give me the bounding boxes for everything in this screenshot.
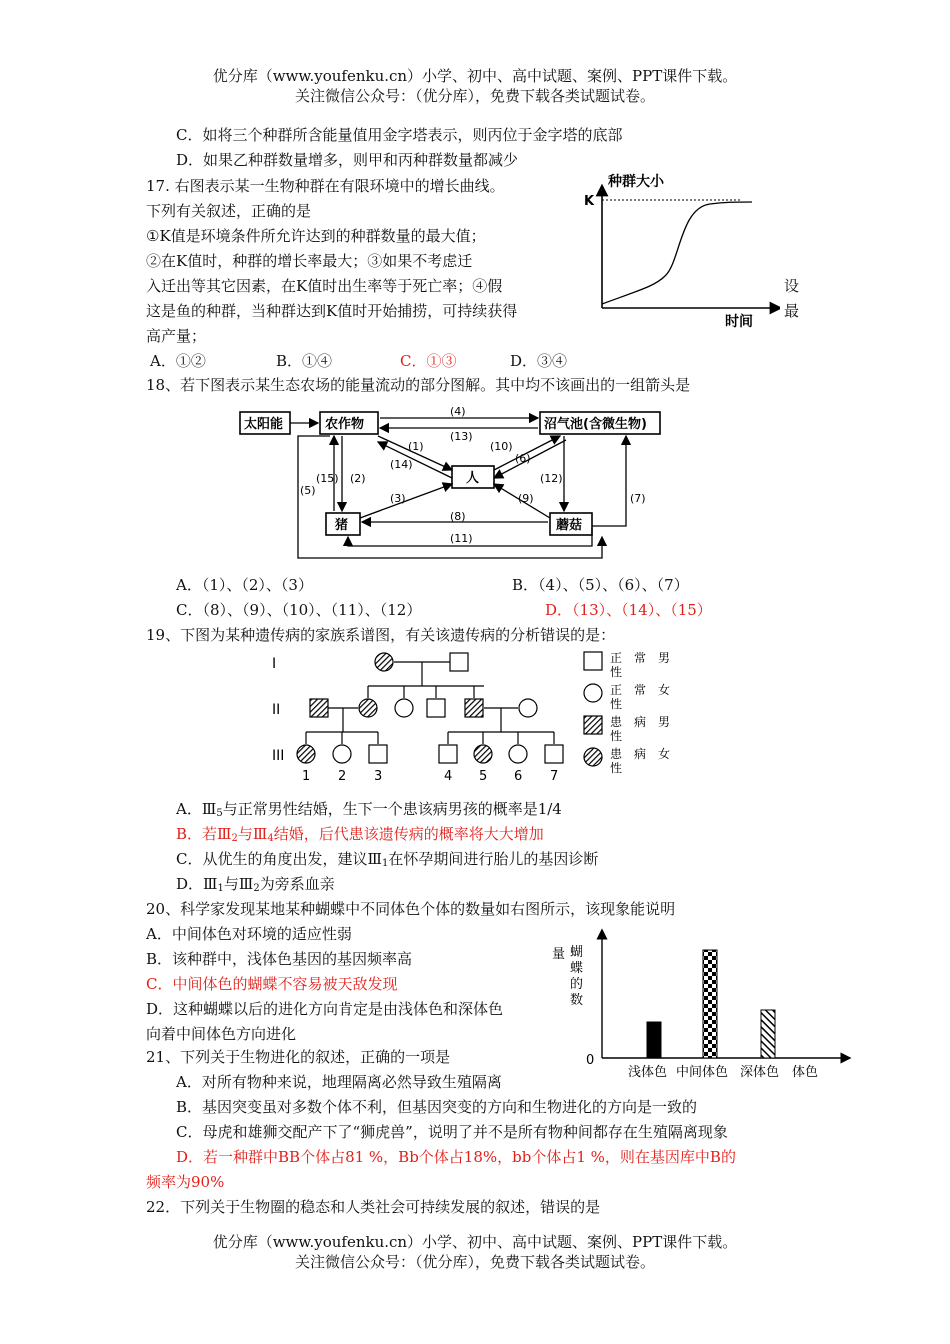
q17-side-char-1: 设	[784, 277, 800, 295]
pedigree-III-4	[439, 745, 457, 763]
footer-line-1: 优分库（www.youfenku.cn）小学、初中、高中试题、案例、PPT课件下载。	[212, 1233, 738, 1251]
gen-label-2: II	[272, 702, 281, 718]
bar-3	[761, 1010, 775, 1058]
q17-line-1: 17. 右图表示某一生物种群在有限环境中的增长曲线。	[146, 177, 505, 195]
label-2: (2)	[350, 472, 366, 485]
pedigree-II-1	[310, 699, 328, 717]
q17-option-b: B．①④	[276, 352, 333, 370]
bar-2	[703, 950, 717, 1058]
pedigree-I-2	[450, 653, 468, 671]
num-3: 3	[374, 769, 383, 784]
q17-line-2: 下列有关叙述，正确的是	[146, 202, 312, 220]
q19-option-a: A．$Ⅲ_5$与正常男性结婚，生下一个患该病男孩的概率是1/4	[176, 800, 562, 819]
legend-3-line-1: 患 病 男	[610, 715, 671, 729]
category-label-2: 中间体色	[676, 1065, 729, 1080]
pedigree-III-6	[509, 745, 527, 763]
x-axis-label: 时间	[725, 314, 753, 330]
q20-option-d-line-2: 向着中间体色方向进化	[146, 1025, 297, 1043]
q22-stem: 22．下列关于生物圈的稳态和人类社会可持续发展的叙述，错误的是	[146, 1198, 601, 1216]
q17-option-d: D．③④	[510, 352, 568, 370]
legend-2-line-2: 性	[610, 697, 623, 711]
q19-stem: 19、下图为某种遗传病的家族系谱图，有关该遗传病的分析错误的是：	[146, 626, 616, 644]
legend-affected-male-icon	[584, 716, 602, 734]
num-2: 2	[338, 769, 347, 784]
k-label: K	[584, 194, 595, 209]
q17-line-3: ①K值是环境条件所允许达到的种群数量的最大值；	[146, 227, 486, 245]
chart-origin-label: 0	[586, 1053, 595, 1068]
q18-option-c: C．（8）、（9）、（10）、（11）、（12）	[176, 601, 422, 619]
category-label-3: 深体色	[740, 1065, 780, 1080]
label-13: (13)	[450, 430, 473, 443]
q21-option-d-line-1: D．若一种群中BB个体占81 %，Bb个体占18%，bb个体占1 %，则在基因库中B的	[176, 1148, 736, 1166]
butterfly-bar-chart	[548, 928, 858, 1088]
label-8: (8)	[450, 510, 466, 523]
node-human-label: 人	[466, 471, 480, 486]
legend-1-line-1: 正 常 男	[610, 651, 671, 665]
q21-option-c: C．母虎和雄狮交配产下了“狮虎兽”，说明了并不是所有物种间都存在生殖隔离现象	[176, 1123, 728, 1141]
q20-option-b: B．该种群中，浅体色基因的基因频率高	[146, 950, 413, 968]
pedigree-chart	[268, 646, 568, 786]
chart-ylabel-side: 量	[552, 947, 566, 962]
growth-curve-chart	[580, 168, 780, 330]
gen-label-3: III	[272, 748, 285, 764]
bar-1	[647, 1022, 661, 1058]
q17-option-c: C．①③	[400, 352, 457, 370]
q21-option-d-line-2: 频率为90%	[146, 1173, 225, 1191]
pedigree-II-6	[519, 699, 537, 717]
chart-xlabel-tail: 体色	[792, 1065, 819, 1080]
q18-option-a: A．（1）、（2）、（3）	[176, 576, 313, 594]
legend-4-line-1: 患 病 女	[610, 747, 671, 761]
label-9: (9)	[518, 492, 534, 505]
chart-ylabel-char-1: 蝴	[570, 945, 584, 960]
legend-1-line-2: 性	[610, 665, 623, 679]
legend-normal-male-icon	[584, 652, 602, 670]
q18-option-b: B．（4）、（5）、（6）、（7）	[512, 576, 689, 594]
label-11: (11)	[450, 532, 473, 545]
pedigree-II-4	[427, 699, 445, 717]
chart-ylabel-char-3: 的	[570, 977, 584, 992]
q20-option-a: A．中间体色对环境的适应性弱	[146, 925, 352, 943]
label-12: (12)	[540, 472, 563, 485]
legend-affected-female-icon	[584, 748, 602, 766]
q19-option-d: D．$Ⅲ_1$与$Ⅲ_2$为旁系血亲	[176, 875, 335, 894]
node-sun-label: 太阳能	[244, 417, 284, 432]
header-line-2: 关注微信公众号：（优分库），免费下载各类试题试卷。	[294, 87, 655, 105]
q17-side-char-2: 最	[784, 302, 800, 320]
label-14: (14)	[390, 458, 413, 471]
legend-3-line-2: 性	[610, 729, 623, 743]
growth-curve	[602, 202, 752, 304]
footer-line-2: 关注微信公众号：（优分库），免费下载各类试题试卷。	[294, 1253, 655, 1271]
num-6: 6	[514, 769, 523, 784]
q19-option-c: C．从优生的角度出发，建议$Ⅲ_1$在怀孕期间进行胎儿的基因诊断	[176, 850, 599, 869]
chart-ylabel-char-4: 数	[570, 993, 584, 1008]
q18-option-d: D．（13）、（14）、（15）	[545, 601, 712, 619]
label-10: (10)	[490, 440, 513, 453]
q20-option-c: C．中间体色的蝴蝶不容易被天敌发现	[146, 975, 398, 993]
pedigree-legend	[580, 648, 700, 778]
y-axis-label: 种群大小	[608, 174, 664, 190]
legend-4-line-2: 性	[610, 761, 623, 775]
q16-option-c: C．如将三个种群所含能量值用金字塔表示，则丙位于金字塔的底部	[176, 126, 623, 144]
arrow-7	[592, 436, 626, 526]
pedigree-II-3	[395, 699, 413, 717]
q17-line-6: 这是鱼的种群，当种群达到K值时开始捕捞，可持续获得	[146, 302, 518, 320]
q19-option-b: B．若$Ⅲ_2$与$Ⅲ_4$结婚，后代患该遗传病的概率将大大增加	[176, 825, 544, 844]
node-crop-label: 农作物	[325, 417, 365, 432]
pedigree-III-5	[474, 745, 492, 763]
q20-stem: 20、科学家发现某地某种蝴蝶中不同体色个体的数量如右图所示，该现象能说明	[146, 900, 676, 918]
gen-label-1: I	[272, 656, 277, 672]
legend-normal-female-icon	[584, 684, 602, 702]
label-15: (15)	[316, 472, 339, 485]
q17-line-4: ②在K值时，种群的增长率最大；③如果不考虑迁	[146, 252, 473, 270]
q17-option-a: A．①②	[150, 352, 206, 370]
arrow-3	[360, 484, 452, 518]
num-5: 5	[479, 769, 488, 784]
label-7: (7)	[630, 492, 646, 505]
node-mushroom-label: 蘑菇	[556, 518, 583, 533]
num-4: 4	[444, 769, 453, 784]
label-1: (1)	[408, 440, 424, 453]
q20-option-d-line-1: D．这种蝴蝶以后的进化方向肯定是由浅体色和深体色	[146, 1000, 504, 1018]
energy-flow-diagram	[230, 400, 700, 565]
label-4: (4)	[450, 405, 466, 418]
pedigree-III-2	[333, 745, 351, 763]
label-3: (3)	[390, 492, 406, 505]
pedigree-III-7	[545, 745, 563, 763]
q21-stem: 21、下列关于生物进化的叙述，正确的一项是	[146, 1048, 451, 1066]
q18-stem: 18、若下图表示某生态农场的能量流动的部分图解。其中均不该画出的一组箭头是	[146, 376, 691, 394]
category-label-1: 浅体色	[628, 1065, 668, 1080]
label-6: (6)	[515, 452, 531, 465]
q21-option-b: B．基因突变虽对多数个体不利，但基因突变的方向和生物进化的方向是一致的	[176, 1098, 698, 1116]
num-1: 1	[302, 769, 311, 784]
node-biogas-label: 沼气池(含微生物)	[544, 417, 647, 432]
pedigree-II-5	[465, 699, 483, 717]
q21-option-a: A．对所有物种来说，地理隔离必然导致生殖隔离	[176, 1073, 502, 1091]
q17-line-5: 入迁出等其它因素，在K值时出生率等于死亡率；④假	[146, 277, 503, 295]
pedigree-III-1	[297, 745, 315, 763]
pedigree-II-2	[359, 699, 377, 717]
pedigree-III-3	[369, 745, 387, 763]
pedigree-I-1	[375, 653, 393, 671]
q17-line-7: 高产量；	[146, 327, 207, 345]
q16-option-d: D．如果乙种群数量增多，则甲和丙种群数量都减少	[176, 151, 519, 169]
num-7: 7	[550, 769, 559, 784]
chart-ylabel-char-2: 蝶	[570, 961, 584, 976]
legend-2-line-1: 正 常 女	[610, 683, 671, 697]
label-5: (5)	[300, 484, 316, 497]
node-pig-label: 猪	[335, 518, 349, 533]
header-line-1: 优分库（www.youfenku.cn）小学、初中、高中试题、案例、PPT课件下载。	[212, 67, 738, 85]
